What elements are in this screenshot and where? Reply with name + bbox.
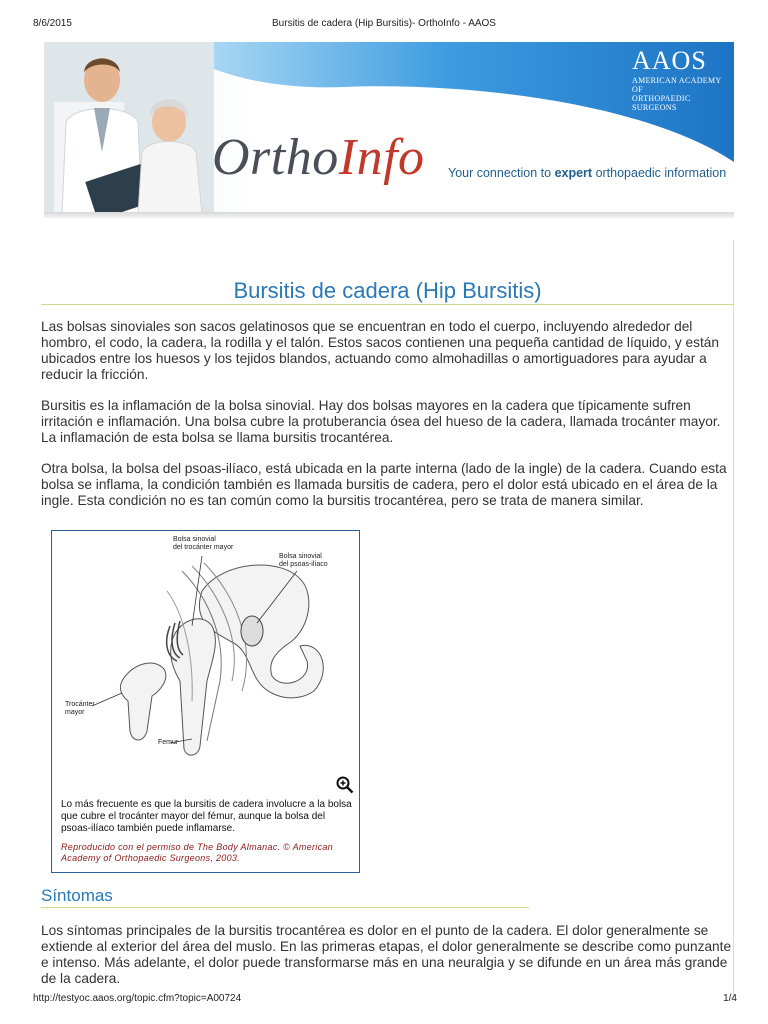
hip-bursa-figure xyxy=(51,530,360,873)
doctor-patient-photo xyxy=(44,42,214,214)
banner-tagline xyxy=(448,166,726,180)
tagline-bold: expert xyxy=(554,166,593,180)
bursitis-paragraph: Bursitis es la inflamación de la bolsa sinovial. Hay dos bolsas mayores en la cadera que típicamente sufren irritación e inflamación. Una bolsa cubre la protuberancia ósea del hueso de la cadera, llamada trocánter mayor. La inflamación de esta bolsa se llama bursitis trocantérea. xyxy=(41,398,721,445)
label-greater-trochanter-line-1: Trocánter xyxy=(65,701,95,708)
aaos-logo[interactable] xyxy=(632,46,734,112)
psoas-paragraph: Otra bolsa, la bolsa del psoas-ilíaco, está ubicada en la parte interna (lado de la ingle) de la cadera. Cuando esta bolsa se inflama, la condición también es llamada bursitis de cadera, pero el dolor está ubicado en el área de la ingle. Esta condición no es tan común como la bursitis trocantérea, pero se trata de manera similar. xyxy=(41,461,727,508)
print-page-title: Bursitis de cadera (Hip Bursitis)- OrthoInfo - AAOS xyxy=(272,18,496,29)
print-page-number: 1/4 xyxy=(723,993,737,1004)
label-trochanteric-bursa-line-2: del trocánter mayor xyxy=(173,544,234,551)
label-trochanteric-bursa-line-1: Bolsa sinovial xyxy=(173,536,216,543)
orthoinfo-logo[interactable] xyxy=(212,128,425,187)
banner-shadow xyxy=(44,212,734,218)
title-divider xyxy=(41,304,734,305)
section-divider xyxy=(41,907,529,908)
symptoms-paragraph: Los síntomas principales de la bursitis trocantérea es dolor en el punto de la cadera. El dolor generalmente se extiende al exterior del área del muslo. En las primeras etapas, el dolor generalmente se describe como punzante e intenso. Más adelante, el dolor puede transformarse más en una neuralgia y se difunde en un área más grande de la cadera. xyxy=(41,923,732,986)
print-url: http://testyoc.aaos.org/topic.cfm?topic=A00724 xyxy=(33,993,242,1004)
label-psoas-bursa xyxy=(279,553,328,569)
tagline-suffix: orthopaedic information xyxy=(592,166,727,180)
label-greater-trochanter xyxy=(65,701,95,717)
label-psoas-bursa-line-2: del psoas-ilíaco xyxy=(279,561,328,568)
hip-anatomy-illustration xyxy=(52,531,359,796)
intro-paragraph: Las bolsas sinoviales son sacos gelatinosos que se encuentran en todo el cuerpo, incluyendo alrededor del hombro, el codo, la cadera, la rodilla y el talón. Estos sacos contienen una pequeña cantidad de líquido, y están ubicados entre los huesos y los tejidos blandos, actuando como almohadillas o amortiguadores para ayudar a reducir la fricción. xyxy=(41,319,719,382)
zoom-in-icon[interactable] xyxy=(336,776,354,794)
orthoinfo-logo-info: Info xyxy=(338,129,425,186)
figure-credit: Reproducido con el permiso de The Body Almanac. © American Academy of Orthopaedic Surgeons, 2003. xyxy=(61,842,333,863)
print-date: 8/6/2015 xyxy=(33,18,72,29)
label-trochanteric-bursa xyxy=(173,536,233,552)
label-psoas-bursa-line-1: Bolsa sinovial xyxy=(279,553,322,560)
section-title-symptoms: Síntomas xyxy=(41,886,113,905)
tagline-prefix: Your connection to xyxy=(448,166,555,180)
aaos-logo-line-1: AMERICAN ACADEMY OF xyxy=(632,76,722,94)
orthoinfo-logo-ortho: Ortho xyxy=(212,129,339,186)
page-title: Bursitis de cadera (Hip Bursitis) xyxy=(233,278,542,303)
label-greater-trochanter-line-2: mayor xyxy=(65,709,85,716)
aaos-logo-line-2: ORTHOPAEDIC SURGEONS xyxy=(632,94,691,112)
label-femur: Femur xyxy=(158,739,179,746)
figure-caption: Lo más frecuente es que la bursitis de cadera involucre a la bolsa que cubre el trocánter mayor del fémur, aunque la bolsa del psoas-ilíaco también puede inflamarse. xyxy=(61,799,352,834)
aaos-logo-text: AAOS xyxy=(632,46,707,75)
